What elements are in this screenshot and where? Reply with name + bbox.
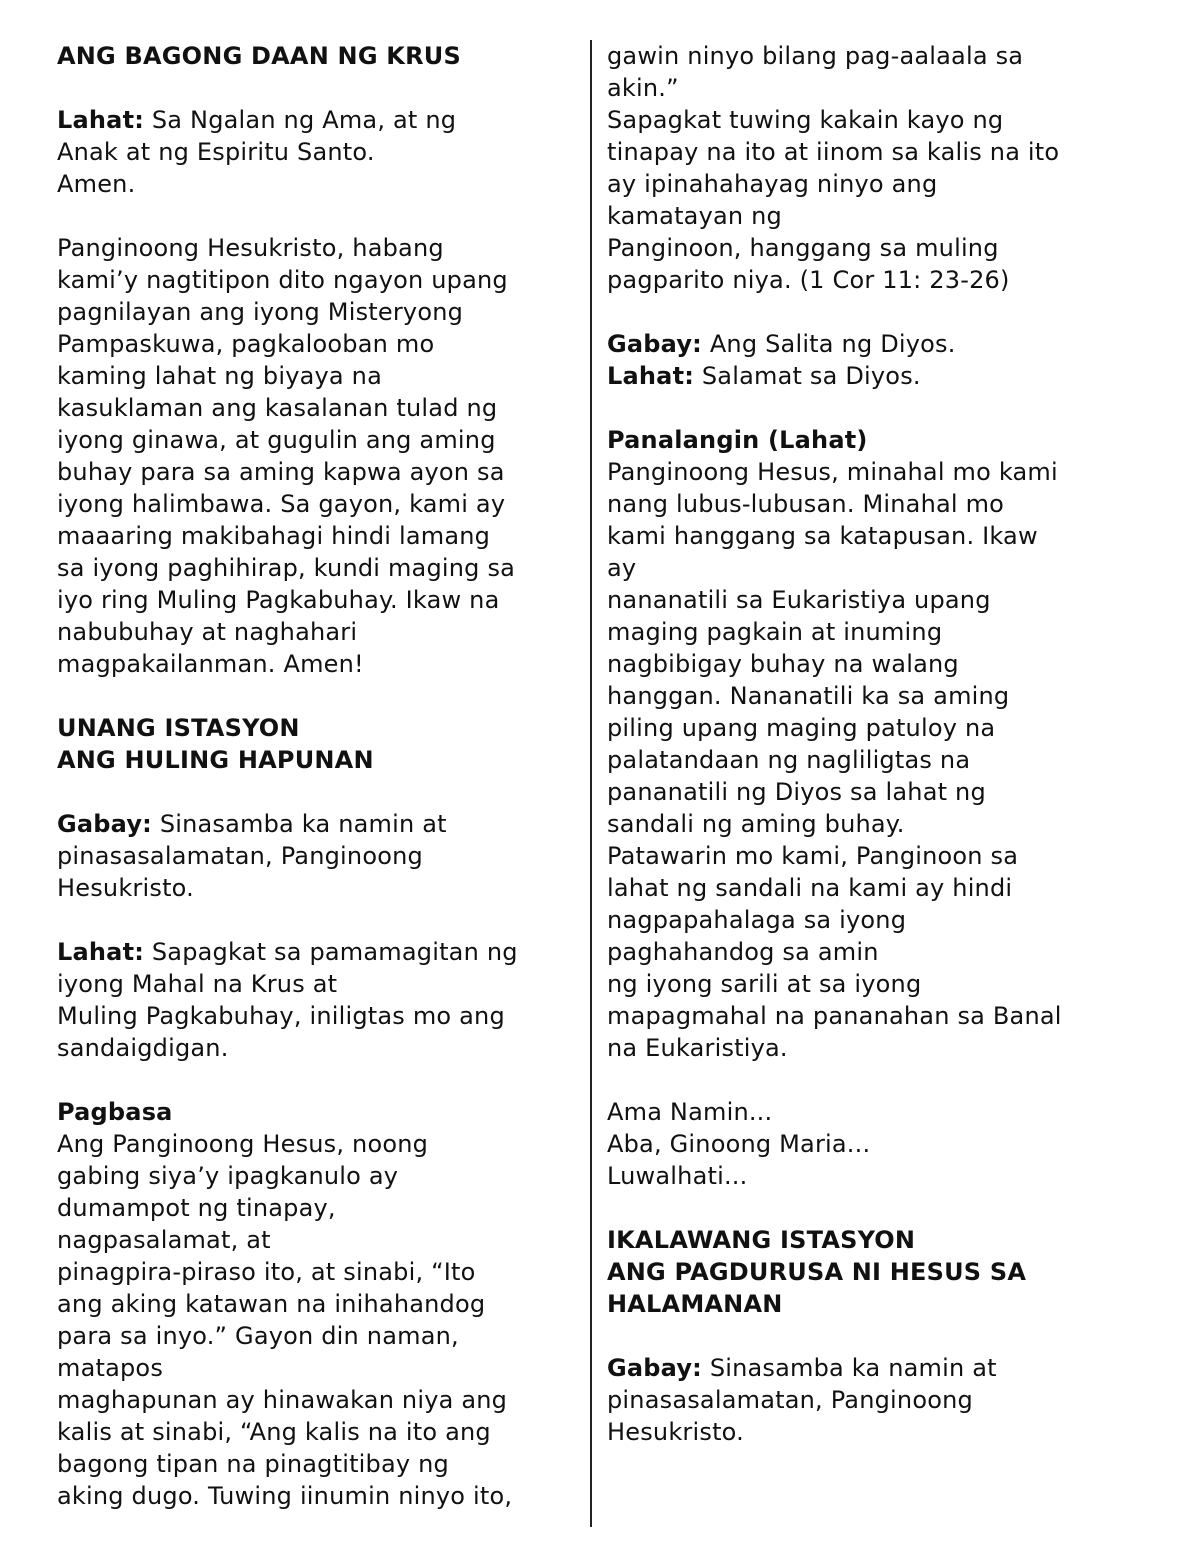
reading-line: aking dugo. Tuwing iinumin ninyo ito, [57, 1482, 513, 1510]
reading-line: para sa inyo.” Gayon din naman, [57, 1322, 459, 1350]
reading-line: maghapunan ay hinawakan niya ang [57, 1386, 508, 1414]
response-line: Hesukristo. [57, 874, 194, 902]
panalangin-line: Panginoong Hesus, minahal mo kami [607, 458, 1058, 486]
lahat-response [57, 936, 582, 1064]
panalangin-line: paghahandog sa amin [607, 938, 879, 966]
prayer-line: Panginoong Hesukristo, habang [57, 234, 444, 262]
prayer-line: magpakailanman. Amen! [57, 650, 364, 678]
reading-line: tinapay na ito at iinom sa kalis na ito [607, 138, 1060, 166]
reading-section [57, 1096, 582, 1512]
response-line: Hesukristo. [607, 1418, 744, 1446]
reading-line: akin.” [607, 74, 679, 102]
response-text: Sinasamba ka namin at [701, 1354, 997, 1382]
panalangin-line: ng iyong sarili at sa iyong [607, 970, 922, 998]
left-column [57, 40, 582, 1544]
invocation-line [57, 104, 582, 136]
reading-line: pagparito niya. (1 Cor 11: 23-26) [607, 266, 1010, 294]
reading-line: gabing siya’y ipagkanulo ay [57, 1162, 399, 1190]
panalangin-section [607, 424, 1167, 1064]
response-line [57, 936, 582, 968]
panalangin-line: sandali ng aming buhay. [607, 810, 905, 838]
response-text: Sinasamba ka namin at [151, 810, 447, 838]
reading-response [607, 328, 1167, 392]
reading-heading: Pagbasa [57, 1098, 173, 1126]
station-title: ANG PAGDURUSA NI HESUS SA [607, 1258, 1027, 1286]
panalangin-line: nagpapahalaga sa iyong [607, 906, 907, 934]
reading-line: Ang Panginoong Hesus, noong [57, 1130, 429, 1158]
reading-line: kalis at sinabi, “Ang kalis na ito ang [57, 1418, 491, 1446]
prayer-line: kaming lahat ng biyaya na [57, 362, 382, 390]
station-number: IKALAWANG ISTASYON [607, 1226, 916, 1254]
reading-line: kamatayan ng [607, 202, 782, 230]
response-line [607, 1352, 1167, 1384]
gabay-response [57, 808, 582, 904]
reading-continuation [607, 40, 1167, 296]
panalangin-heading: Panalangin (Lahat) [607, 426, 868, 454]
panalangin-line: nananatili sa Eukaristiya upang [607, 586, 991, 614]
station-number: UNANG ISTASYON [57, 714, 300, 742]
panalangin-line: palatandaan ng nagliligtas na [607, 746, 971, 774]
reading-line: ay ipinahahayag ninyo ang [607, 170, 938, 198]
response-line [607, 360, 1167, 392]
prayer-line: sa iyong paghihirap, kundi maging sa [57, 554, 516, 582]
reading-line: bagong tipan na pinagtitibay ng [57, 1450, 449, 1478]
opening-invocation [57, 104, 582, 200]
prayer-line: maaaring makibahagi hindi lamang [57, 522, 491, 550]
speaker-label: Lahat: [57, 106, 145, 134]
invocation-line: Amen. [57, 170, 136, 198]
panalangin-line: ay [607, 554, 637, 582]
document-title [57, 40, 582, 72]
invocation-text: Sa Ngalan ng Ama, at ng [144, 106, 457, 134]
response-text: Ang Salita ng Diyos. [701, 330, 956, 358]
closing-prayer-line: Aba, Ginoong Maria... [607, 1130, 871, 1158]
panalangin-line: maging pagkain at inuming [607, 618, 943, 646]
prayer-line: iyong ginawa, at gugulin ang aming [57, 426, 496, 454]
panalangin-line: nang lubus-lubusan. Minahal mo [607, 490, 1005, 518]
response-line: Muling Pagkabuhay, iniligtas mo ang [57, 1002, 505, 1030]
gabay-response-2 [607, 1352, 1167, 1448]
closing-prayer-line: Ama Namin... [607, 1098, 773, 1126]
reading-line: Sapagkat tuwing kakain kayo ng [607, 106, 1004, 134]
panalangin-line: Patawarin mo kami, Panginoon sa [607, 842, 1019, 870]
title-text: ANG BAGONG DAAN NG KRUS [57, 42, 461, 70]
response-line: iyong Mahal na Krus at [57, 970, 338, 998]
station-title: HALAMANAN [607, 1290, 783, 1318]
response-line [607, 328, 1167, 360]
response-line: pinasasalamatan, Panginoong [57, 842, 423, 870]
response-line [57, 808, 582, 840]
speaker-label: Lahat: [57, 938, 145, 966]
panalangin-line: lahat ng sandali na kami ay hindi [607, 874, 1013, 902]
reading-line: nagpasalamat, at [57, 1226, 271, 1254]
station-two-heading [607, 1224, 1167, 1320]
right-column [607, 40, 1167, 1480]
panalangin-line: kami hanggang sa katapusan. Ikaw [607, 522, 1038, 550]
panalangin-line: hanggan. Nananatili ka sa aming [607, 682, 1010, 710]
closing-prayers [607, 1096, 1167, 1192]
panalangin-line: pananatili ng Diyos sa lahat ng [607, 778, 986, 806]
panalangin-line: na Eukaristiya. [607, 1034, 788, 1062]
station-one-heading [57, 712, 582, 776]
panalangin-line: nagbibigay buhay na walang [607, 650, 959, 678]
reading-line: gawin ninyo bilang pag-aalaala sa [607, 42, 1024, 70]
speaker-label: Gabay: [607, 330, 702, 358]
invocation-line: Anak at ng Espiritu Santo. [57, 138, 375, 166]
column-divider [590, 40, 592, 1527]
reading-line: ang aking katawan na inihahandog [57, 1290, 486, 1318]
response-line: sandaigdigan. [57, 1034, 229, 1062]
station-title: ANG HULING HAPUNAN [57, 746, 374, 774]
response-line: pinasasalamatan, Panginoong [607, 1386, 973, 1414]
panalangin-line: piling upang maging patuloy na [607, 714, 996, 742]
prayer-line: iyo ring Muling Pagkabuhay. Ikaw na [57, 586, 500, 614]
panalangin-line: mapagmahal na pananahan sa Banal [607, 1002, 1062, 1030]
prayer-line: kasuklaman ang kasalanan tulad ng [57, 394, 498, 422]
reading-line: Panginoon, hanggang sa muling [607, 234, 999, 262]
closing-prayer-line: Luwalhati... [607, 1162, 748, 1190]
prayer-line: iyong halimbawa. Sa gayon, kami ay [57, 490, 506, 518]
reading-line: matapos [57, 1354, 164, 1382]
speaker-label: Gabay: [607, 1354, 702, 1382]
reading-line: dumampot ng tinapay, [57, 1194, 336, 1222]
speaker-label: Lahat: [607, 362, 695, 390]
opening-prayer [57, 232, 582, 680]
prayer-line: pagnilayan ang iyong Misteryong [57, 298, 464, 326]
reading-line: pinagpira-piraso ito, at sinabi, “Ito [57, 1258, 476, 1286]
speaker-label: Gabay: [57, 810, 152, 838]
response-text: Sapagkat sa pamamagitan ng [144, 938, 518, 966]
response-text: Salamat sa Diyos. [694, 362, 921, 390]
prayer-line: buhay para sa aming kapwa ayon sa [57, 458, 505, 486]
prayer-line: kami’y nagtitipon dito ngayon upang [57, 266, 508, 294]
prayer-line: nabubuhay at naghahari [57, 618, 358, 646]
prayer-line: Pampaskuwa, pagkalooban mo [57, 330, 435, 358]
